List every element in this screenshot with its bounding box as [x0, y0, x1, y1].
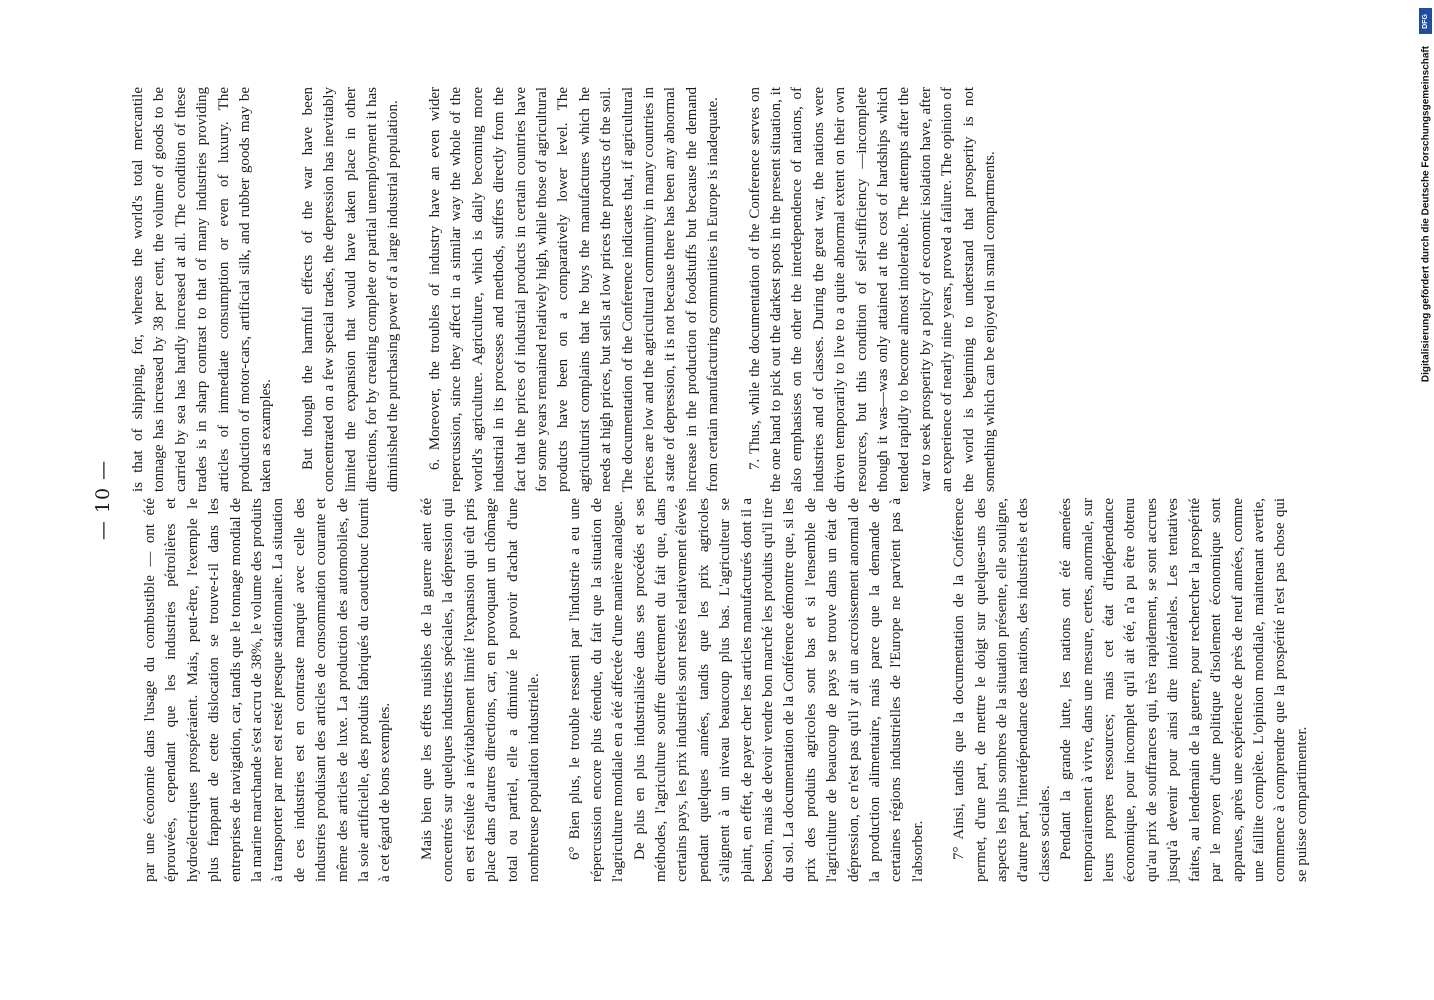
digitization-credit-text: Digitalisierung gefördert durch die Deutsche Forschungsgemeinschaft: [1420, 45, 1432, 383]
dfg-logo-text: DFG: [1422, 13, 1429, 29]
digitization-credit: [1419, 38, 1433, 390]
french-paragraph-2: Mais bien que les effets nuisibles de la guerre aient été concentrés sur quelques industries spéciales, la dépression qui en est résultée a inévitablement limité l'expansion qui eût pris place dans d'autres directions, car, en provoquant un chômage total ou partiel, elle a diminué le pouvoir d'achat d'une nombreuse population industrielle.: [418, 498, 542, 882]
french-paragraph-3: 6° Bien plus, le trouble ressenti par l'industrie a eu une répercussion encore plus étendue, du fait que la situation de l'agriculture mondiale en a été affectée d'une manière analogue.: [567, 498, 627, 882]
english-paragraph-1: is that of shipping, for, whereas the world's total mercantile tonnage has increased by 38 per cent, the volume of goods to be carried by sea has hardly increased at all. The condition of these trades is in sharp contrast to that of many industries providing articles of immediate consumption or even of luxury. The production of motor-cars, artificial silk, and rubber goods may be taken as examples.: [130, 87, 275, 492]
english-paragraph-3: 6. Moreover, the troubles of industry have an even wider repercussion, since they affect in a similar way the whole of the world's agriculture. Agriculture, which is daily becoming more industrial in its processes and methods, suffers directly from the fact that the prices of industrial products in certain countries have for some years remained relatively high, while those of agricultural products have been on a comparatively lower level. The agriculturist complains that he buys the manufactures which he needs at high prices, but sells at low prices the products of the soil. The documentation of the Conference indicates that, if agricultural prices are low and the agricultural community in many countries in a state of depression, it is not because there has been any abnormal increase in the production of foodstuffs but because the demand from certain manufacturing communities in Europe is inadequate.: [426, 87, 722, 492]
french-paragraph-5: 7° Ainsi, tandis que la documentation de la Conférence permet, d'une part, de mettre le doigt sur quelques-uns des aspects les plus sombres de la situation présente, elle souligne, d'autre part, l'interdépendance des nations, des industriels et des classes sociales.: [951, 498, 1053, 882]
french-column: [140, 498, 1313, 882]
page-number: — 10 —: [92, 459, 114, 541]
french-paragraph-6: Pendant la grande lutte, les nations ont été amenées temporairement à vivre, dans une mesure, certes, anormale, sur leurs propres ressources; mais cet état d'indépendance économique, pour incomplet qu'il ait été, n'a pu être obtenu qu'au prix de souffrances qui, très rapidement, se sont accrues jusqu'à devenir pour ainsi dire intolérables. Les tentatives faites, au lendemain de la guerre, pour rechercher la prospérité par le moyen d'une politique d'isolement économique sont apparues, après une expérience de près de neuf années, comme une faillite complète. L'opinion mondiale, maintenant avertie, commence à comprendre que la prospérité n'est pas chose qui se puisse compartimenter.: [1058, 498, 1310, 882]
english-column: [128, 87, 1001, 492]
dfg-logo: [1419, 8, 1432, 34]
english-paragraph-4: 7. Thus, while the documentation of the Conference serves on the one hand to pick out the darkest spots in the present situation, it also emphasises on the other the interdependence of nations, of industries and of classes. During the great war, the nations were driven temporarily to live to a quite abnormal extent on their own resources, but this condition of self-sufficiency —incomplete though it was—was only attained at the cost of hardships which tended rapidly to become almost intolerable. The attempts after the war to seek prosperity by a policy of economic isolation have, after an experience of nearly nine years, proved a failure. The opinion of the world is beginning to understand that prosperity is not something which can be enjoyed in small compartments.: [746, 87, 999, 492]
english-paragraph-2: But though the harmful effects of the war have been concentrated on a few special trades, the depression has inevitably limited the expansion that would have taken place in other directions, for by creating complete or partial unemployment it has diminished the purchasing power of a large industrial population.: [299, 87, 402, 492]
french-paragraph-4: De plus en plus industrialisée dans ses procédés et ses méthodes, l'agriculture souffre directement du fait que, dans certains pays, les prix industriels sont restés relativement élevés pendant quelques années, tandis que les prix agricoles s'alignent à un niveau beaucoup plus bas. L'agriculteur se plaint, en effet, de payer cher les articles manufacturés dont il a besoin, mais de devoir vendre bon marché les produits qu'il tire du sol. La documentation de la Conférence démontre que, si les prix des produits agricoles sont bas et si l'ensemble de l'agriculture de beaucoup de pays se trouve dans un état de dépression, ce n'est pas qu'il y ait un accroissement anormal de la production alimentaire, mais parce que la demande de certaines régions industrielles de l'Europe ne parvient pas à l'absorber.: [631, 498, 926, 882]
french-paragraph-1: par une économie dans l'usage du combustible — ont été éprouvées, cependant que les industries pétrolières et hydroélectriques prospéraient. Mais, peut-être, l'exemple le plus frappant de cette dislocation se trouve-t-il dans les entreprises de navigation, car, tandis que le tonnage mondial de la marine marchande s'est accru de 38%, le volume des produits à transporter par mer est resté presque stationnaire. La situation de ces industries est en contraste marqué avec celle des industries produisant des articles de consommation courante et même des articles de luxe. La production des automobiles, de la soie artificielle, des produits fabriqués du caoutchouc fournit à cet égard de bons exemples.: [142, 498, 394, 882]
digitization-stamp: [1419, 8, 1433, 392]
